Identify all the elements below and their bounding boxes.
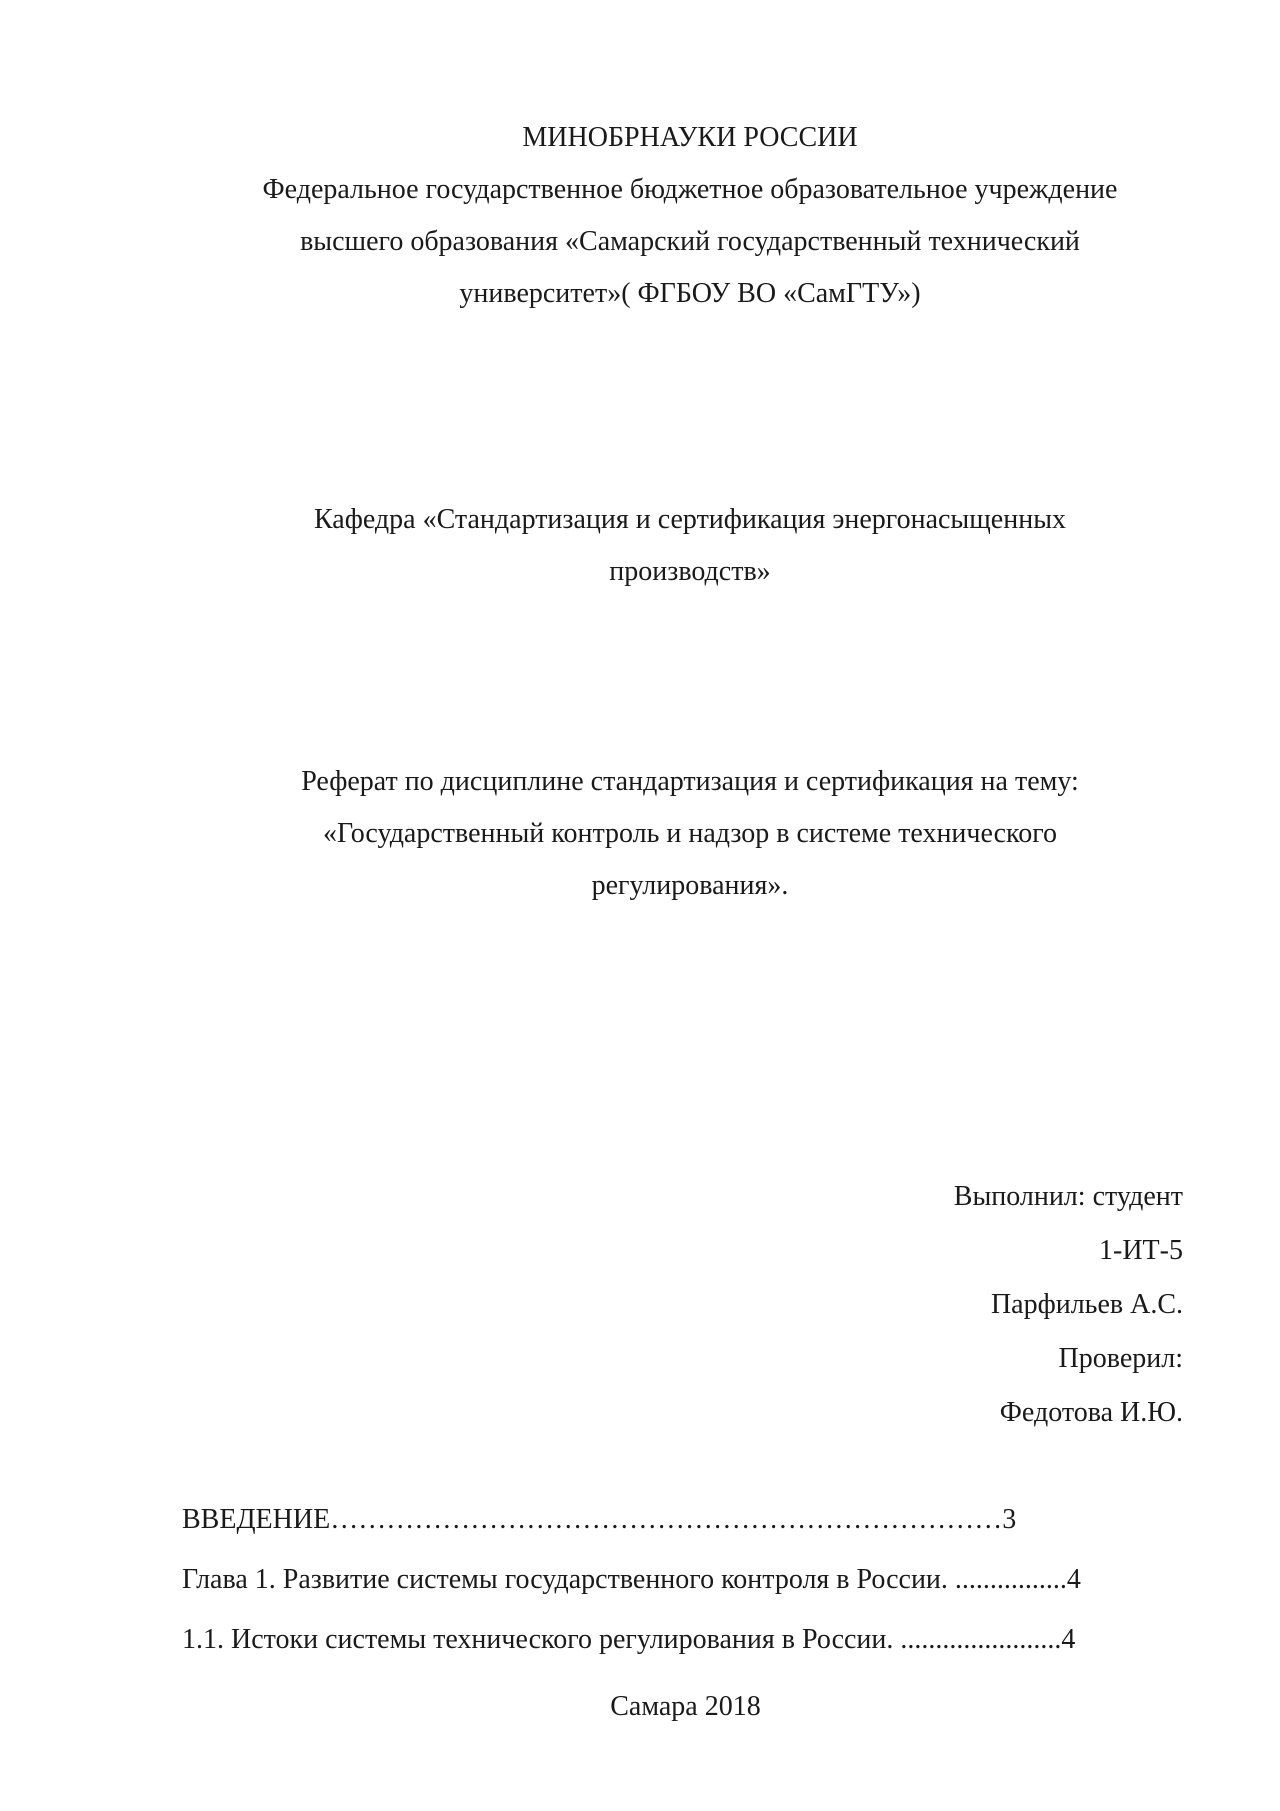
toc-entry-section-1-1: 1.1. Истоки системы технического регулирования в России. .......................4 [182,1624,1076,1655]
institution-line-1: Федеральное государственное бюджетное образовательное учреждение [262,174,1118,205]
topic-block [200,756,1180,912]
student-group: 1-ИТ-5 [1099,1235,1183,1266]
checked-by-label: Проверил: [1058,1343,1183,1374]
institution-line-3: университет»( ФГБОУ ВО «СамГТУ») [459,278,921,309]
student-name: Парфильев А.С. [990,1289,1183,1320]
topic-line-1: Реферат по дисциплине стандартизация и сертификация на тему: [301,766,1079,797]
topic-line-2: «Государственный контроль и надзор в системе технического [322,818,1058,849]
ministry-name: МИНОБРНАУКИ РОССИИ [522,122,858,153]
department-block [200,494,1180,598]
title-header [200,112,1180,320]
toc-entry-chapter-1: Глава 1. Развитие системы государственного контроля в России. ................4 [182,1564,1081,1595]
topic-line-3: регулирования». [591,870,789,901]
signatures-block [954,1170,1183,1440]
performed-by-label: Выполнил: студент [953,1181,1183,1212]
city-year-footer: Самара 2018 [610,1691,761,1722]
institution-line-2: высшего образования «Самарский государственный технический [300,226,1080,257]
department-line-1: Кафедра «Стандартизация и сертификация энергонасыщенных [313,504,1067,535]
toc-entry-introduction: ВВЕДЕНИЕ………………………………………………………………3 [182,1504,1017,1535]
teacher-name: Федотова И.Ю. [999,1397,1183,1428]
table-of-contents [182,1490,1162,1670]
department-line-2: производств» [609,556,771,587]
